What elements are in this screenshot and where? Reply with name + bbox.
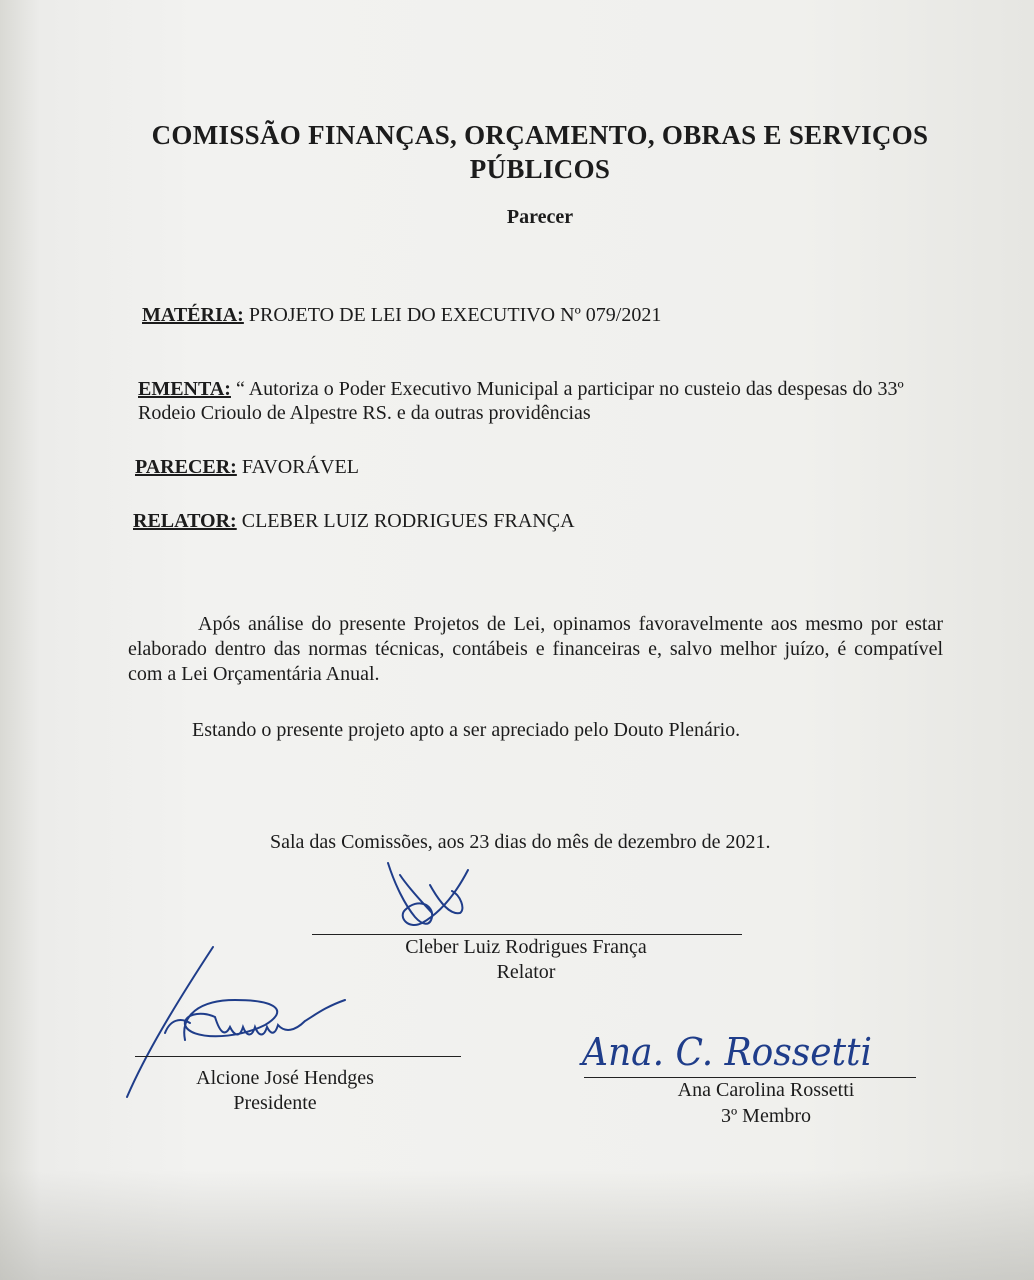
membro-signature-handwriting	[578, 1020, 878, 1080]
page-shadow	[0, 1170, 1034, 1280]
materia-label: MATÉRIA:	[142, 304, 244, 326]
membro-name: Ana Carolina Rossetti	[677, 1079, 855, 1101]
ementa-value: “ Autoriza o Poder Executivo Municipal a participar no custeio das despesas do 33º Rodeio Crioulo de Alpestre RS. e da outras providências	[138, 378, 904, 424]
relator-role: Relator	[496, 961, 556, 983]
presidente-role: Presidente	[233, 1092, 317, 1114]
document-title: COMISSÃO FINANÇAS, ORÇAMENTO, OBRAS E SERVIÇOS PÚBLICOS	[151, 120, 929, 184]
presidente-name: Alcione José Hendges	[196, 1067, 374, 1089]
parecer-label: PARECER:	[135, 456, 237, 478]
closing-date-line: Sala das Comissões, aos 23 dias do mês de dezembro de 2021.	[270, 831, 771, 853]
materia-field	[142, 303, 661, 327]
materia-value: PROJETO DE LEI DO EXECUTIVO Nº 079/2021	[243, 304, 662, 326]
relator-signature-scribble	[370, 855, 490, 935]
document-subtitle: Parecer	[506, 206, 574, 228]
relator-name: Cleber Luiz Rodrigues França	[405, 936, 647, 958]
presidente-signature-line	[135, 1056, 461, 1057]
parecer-field	[135, 455, 359, 479]
ementa-field	[138, 377, 948, 425]
analysis-paragraph: Após análise do presente Projetos de Lei, opinamos favoravelmente aos mesmo por estar elaborado dentro das normas técnicas, contábeis e financeiras e, salvo melhor juízo, é compatível com a Lei Orçamentária Anual.	[128, 613, 943, 685]
conclusion-paragraph: Estando o presente projeto apto a ser apreciado pelo Douto Plenário.	[192, 719, 741, 741]
handwritten-signature-text: Ana. C. Rossetti	[579, 1030, 872, 1074]
parecer-value: FAVORÁVEL	[236, 456, 359, 478]
relator-field	[133, 509, 575, 533]
relator-value: CLEBER LUIZ RODRIGUES FRANÇA	[236, 510, 575, 532]
relator-label: RELATOR:	[133, 510, 237, 532]
membro-role: 3º Membro	[720, 1105, 812, 1127]
ementa-label: EMENTA:	[138, 378, 231, 400]
